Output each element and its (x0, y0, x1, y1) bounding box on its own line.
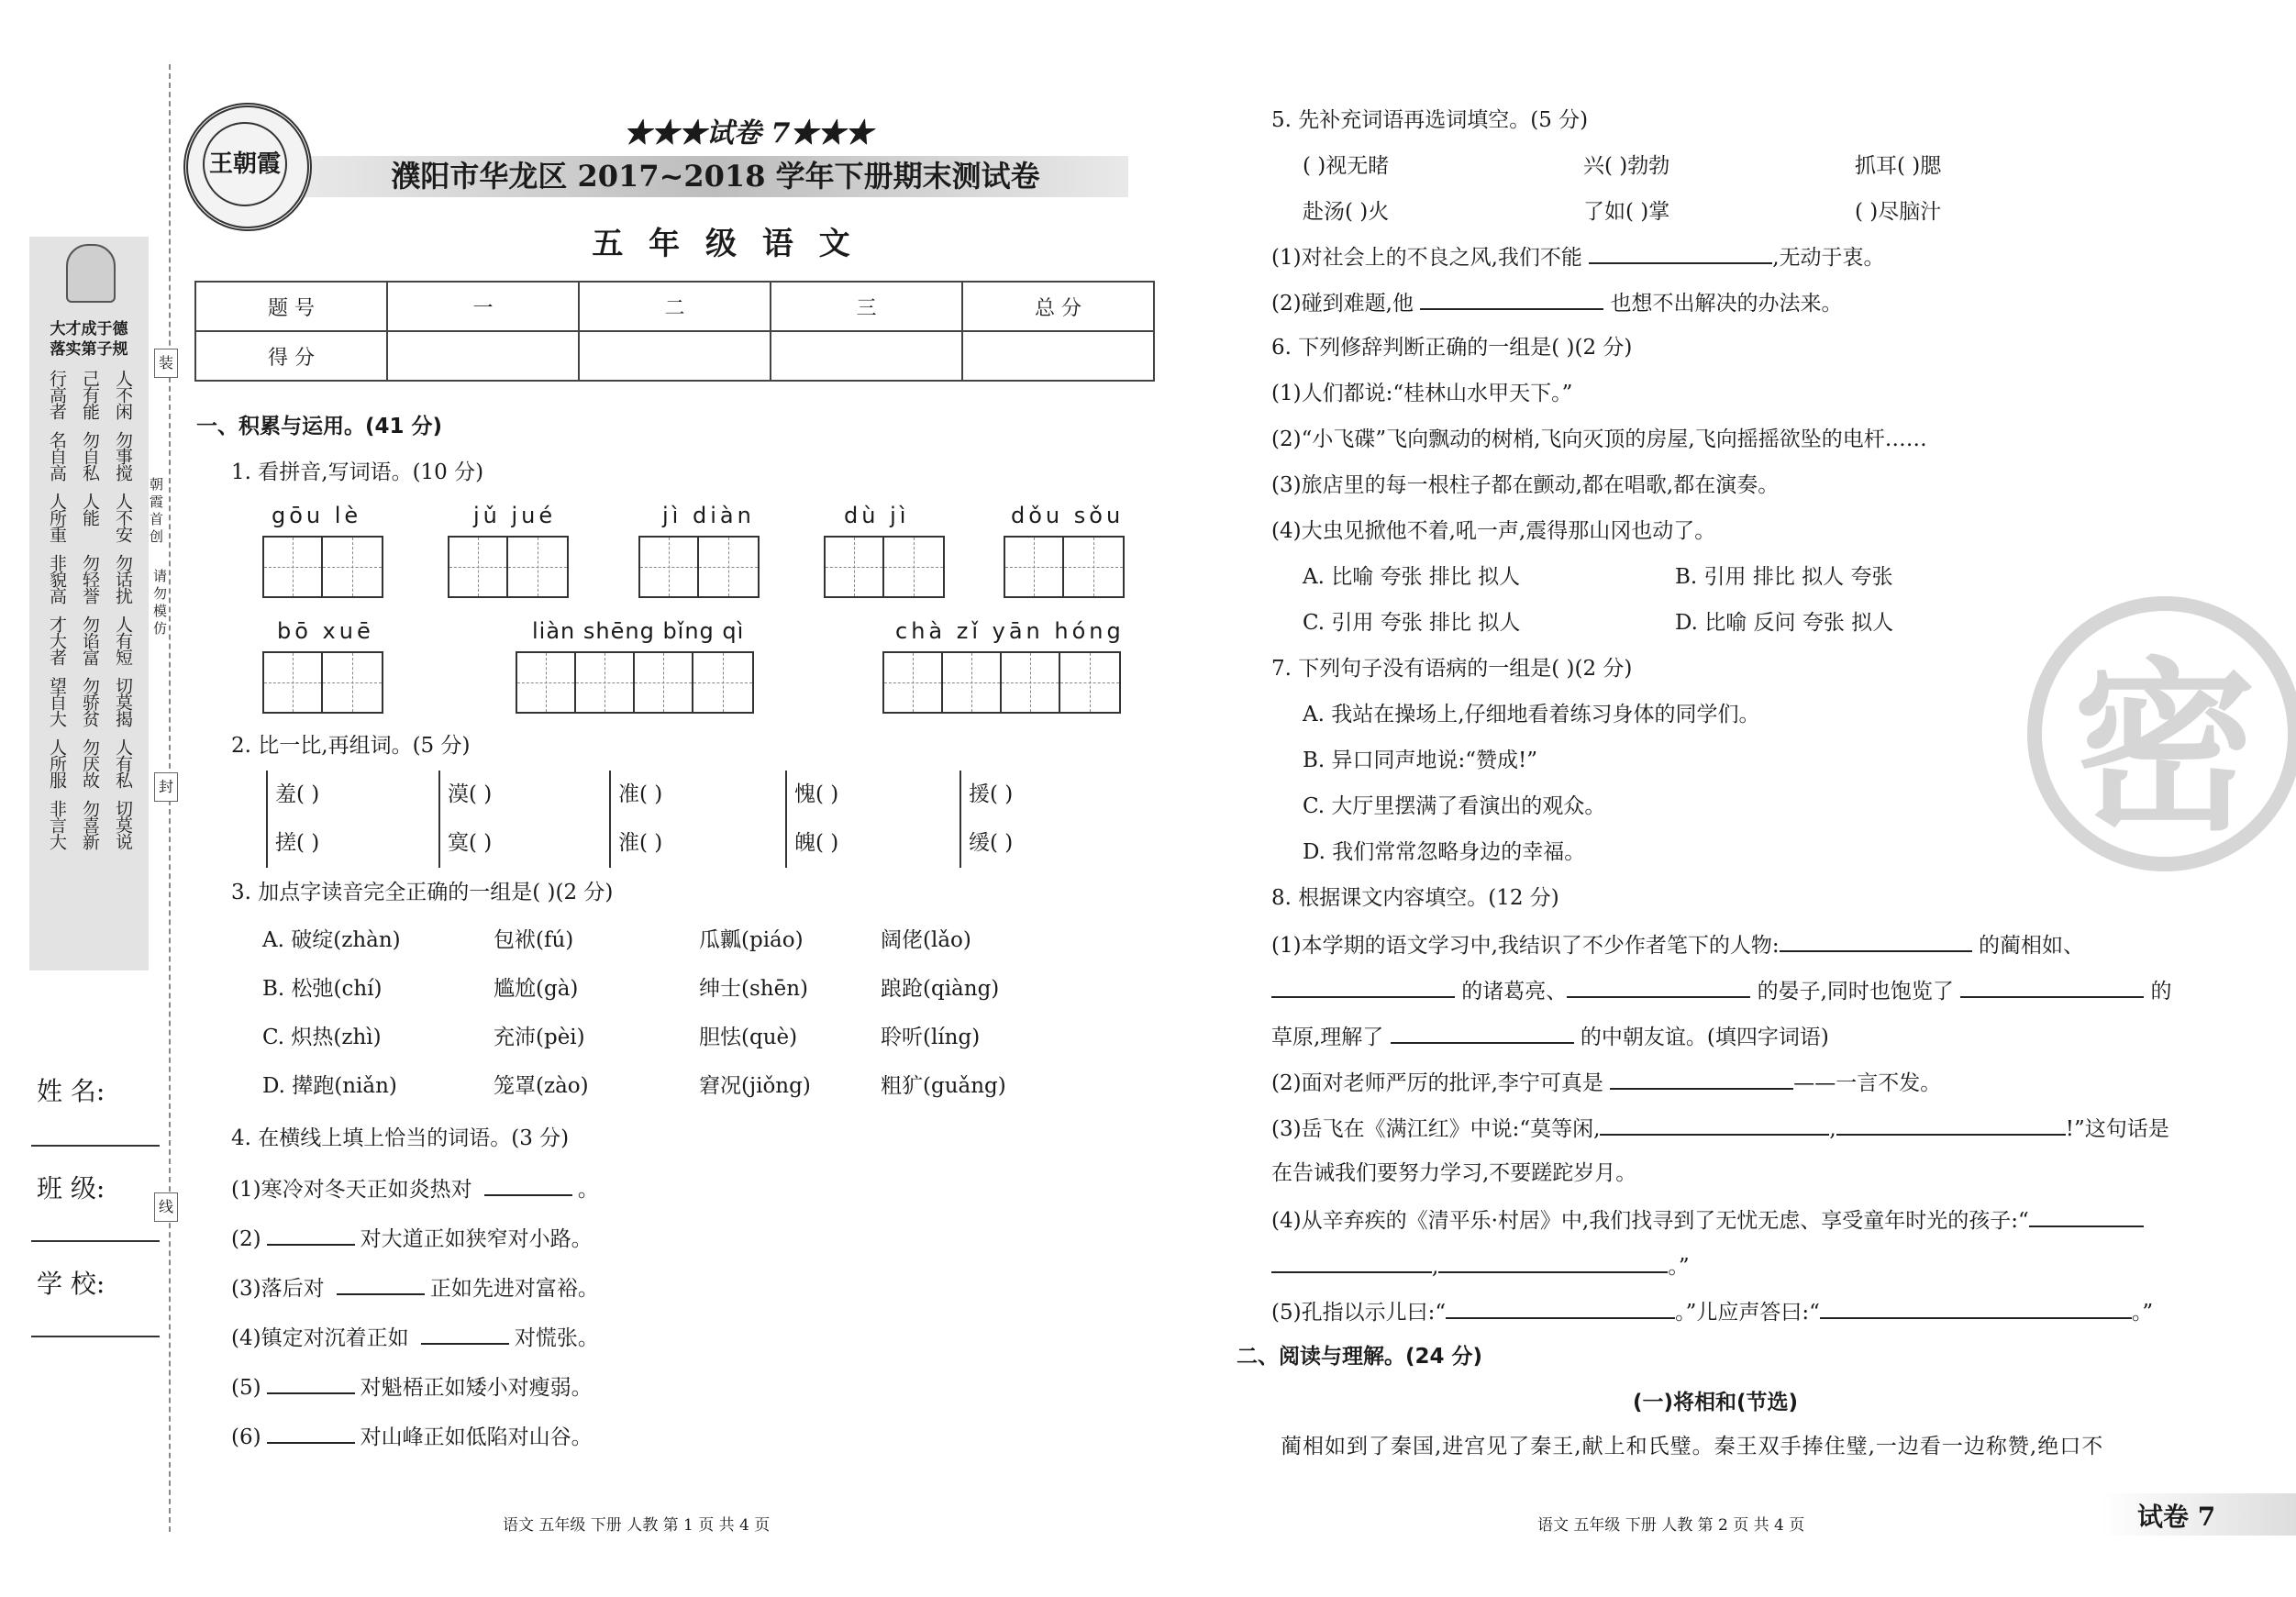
fill-sentence (231, 1273, 599, 1303)
motto-phrase: 非貌高 (47, 554, 67, 604)
option-word: 粗犷(guǎng) (881, 1074, 1006, 1098)
option-word: 胆怯(què) (699, 1026, 798, 1049)
exam-title: 濮阳市华龙区 2017~2018 学年下册期末测试卷 (391, 159, 1040, 194)
statement: (4)大虫见掀他不着,吼一声,震得那山冈也动了。 (1271, 519, 1716, 543)
statement: (2)“小飞碟”飞向飘动的树梢,飞向灭顶的房屋,飞向摇摇欲坠的电杆…… (1271, 427, 1927, 451)
motto-phrase: 己有能 (80, 370, 100, 419)
statement: (1)人们都说:“桂林山水甲天下。” (1271, 382, 1573, 405)
class-label: 班 级: (37, 1173, 105, 1203)
fill-sentence: (4)从辛弃疾的《清平乐·村居》中,我们找寻到了无忧无虑、享受童年时光的孩子:“ (1271, 1205, 2144, 1235)
score-cell: 一 (387, 282, 579, 331)
confidential-seal: 密 (2027, 596, 2296, 871)
option-a[interactable]: A. 我站在操场上,仔细地看着练习身体的同学们。 (1303, 703, 1760, 726)
question-6: 6. 下列修辞判断正确的一组是( )(2 分) (1271, 336, 1633, 360)
writing-grid[interactable] (824, 536, 945, 598)
compare-pair (609, 771, 662, 868)
answer-blank[interactable] (267, 1372, 355, 1394)
sentence-text: (6) (231, 1425, 261, 1449)
motto-phrase: 才大者 (47, 616, 67, 665)
fill-sentence: 草原,理解了 的中朝友谊。(填四字词语) (1271, 1022, 1829, 1051)
section-1-heading: 一、积累与运用。(41 分) (196, 415, 443, 438)
option-word: 瓜瓤(piáo) (699, 928, 804, 952)
answer-blank[interactable] (337, 1273, 425, 1295)
fill-sentence (231, 1174, 599, 1203)
motto-phrase: 勿喜新 (80, 800, 100, 849)
writing-grid[interactable] (516, 651, 754, 714)
sentence-text: 正如先进对富裕。 (429, 1277, 599, 1301)
motto-phrase: 勿谄富 (80, 616, 100, 665)
score-cell: 二 (579, 282, 771, 331)
motto-phrase: 人有短 (113, 616, 133, 665)
question-1: 1. 看拼音,写词语。(10 分) (231, 460, 484, 484)
answer-blank[interactable] (1820, 1297, 2132, 1319)
answer-blank[interactable] (421, 1323, 509, 1345)
name-field[interactable] (31, 1145, 160, 1147)
page-footer-left: 语文 五年级 下册 人教 第 1 页 共 4 页 (503, 1516, 771, 1535)
motto-phrase: 人所重 (47, 493, 67, 542)
brand-logo: 王朝霞 (183, 103, 312, 231)
fill-sentence: 在告诫我们要努力学习,不要蹉跎岁月。 (1271, 1161, 1637, 1185)
score-value-row (195, 331, 1154, 381)
motto-title: 大才成于德 落实第子规 (50, 320, 128, 359)
score-cell: 总 分 (962, 282, 1154, 331)
option-choice[interactable]: D. 撵跑(niǎn) (262, 1074, 397, 1098)
motto-phrase: 望自大 (47, 677, 67, 726)
fill-sentence: (1)本学期的语文学习中,我结识了不少作者笔下的人物: 的蔺相如、 (1271, 930, 2084, 959)
sentence-text: 对魁梧正如矮小对瘦弱。 (360, 1376, 593, 1400)
option-b[interactable]: B. 异口同声地说:“赞成!” (1303, 749, 1538, 772)
answer-blank[interactable] (1836, 1114, 2066, 1136)
question-8: 8. 根据课文内容填空。(12 分) (1271, 886, 1559, 910)
motto-phrase: 勿事搅 (113, 431, 133, 481)
compare-pair (266, 771, 319, 868)
option-c[interactable]: C. 大厅里摆满了看演出的观众。 (1303, 794, 1606, 818)
idiom-blank[interactable]: 抓耳( )腮 (1855, 154, 1942, 178)
page-footer-right: 语文 五年级 下册 人教 第 2 页 共 4 页 (1537, 1516, 1805, 1535)
writing-grid[interactable] (1004, 536, 1125, 598)
answer-blank[interactable] (1271, 976, 1455, 998)
score-cell: 得 分 (195, 331, 387, 381)
section-2-heading: 二、阅读与理解。(24 分) (1237, 1345, 1483, 1369)
sentence-text: (5) (231, 1376, 261, 1400)
student-illustration (66, 244, 116, 303)
idiom-blank[interactable]: 了如( )掌 (1583, 200, 1670, 224)
compare-pair (785, 771, 838, 868)
idiom-blank[interactable]: ( )视无睹 (1303, 154, 1390, 178)
motto-phrase: 勿话扰 (113, 554, 133, 604)
binding-note-1: 朝霞首创 (148, 477, 164, 547)
motto-phrase: 勿轻誉 (80, 554, 100, 604)
motto-phrase: 人能 (80, 493, 100, 526)
fill-sentence: (2)碰到难题,他 也想不出解决的办法来。 (1271, 288, 1843, 317)
motto-phrase: 切莫说 (113, 800, 133, 849)
question-2: 2. 比一比,再组词。(5 分) (231, 734, 471, 758)
option-a[interactable]: A. 比喻 夸张 排比 拟人 (1303, 565, 1521, 589)
score-input[interactable] (579, 331, 771, 381)
idiom-blank[interactable]: 赴汤( )火 (1303, 200, 1390, 224)
option-word: 尴尬(gà) (494, 977, 579, 1001)
idiom-blank[interactable]: ( )尽脑汁 (1855, 200, 1942, 224)
binding-note-2: 请勿模仿 (151, 569, 168, 638)
fill-sentence (231, 1323, 599, 1352)
score-input[interactable] (962, 331, 1154, 381)
pinyin: jì diàn (662, 503, 755, 528)
option-d[interactable]: D. 我们常常忽略身边的幸福。 (1303, 840, 1586, 864)
pinyin: dù jì (844, 503, 910, 528)
fill-sentence (231, 1422, 593, 1451)
option-word: 聆听(líng) (881, 1026, 981, 1049)
answer-blank[interactable] (1438, 1251, 1668, 1273)
motto-phrase: 非言大 (47, 800, 67, 849)
answer-blank[interactable] (1567, 976, 1750, 998)
answer-blank[interactable] (1960, 976, 2144, 998)
sentence-text: 。 (577, 1178, 599, 1202)
reading-title: (一)将相和(节选) (1632, 1391, 1799, 1414)
writing-grid[interactable] (262, 536, 383, 598)
fill-sentence (231, 1224, 593, 1253)
exam-corner-label: 试卷 7 (2101, 1493, 2296, 1536)
writing-grid[interactable] (638, 536, 760, 598)
score-cell: 题 号 (195, 282, 387, 331)
answer-blank[interactable] (1600, 1114, 1829, 1136)
answer-blank[interactable] (1391, 1022, 1574, 1044)
compare-item[interactable]: 羞( ) (275, 782, 320, 806)
option-b[interactable]: B. 引用 排比 拟人 夸张 (1675, 565, 1893, 589)
score-header-row (195, 282, 1154, 331)
writing-grid[interactable] (262, 651, 383, 714)
pinyin: gōu lè (272, 503, 362, 528)
motto-phrase: 勿厌故 (80, 738, 100, 788)
compare-item[interactable]: 搓( ) (275, 831, 320, 855)
fill-sentence (231, 1372, 593, 1402)
motto-phrase: 行高者 (47, 370, 67, 419)
binding-mark-xian: 线 (154, 1192, 178, 1222)
sentence-text: (1)寒冷对冬天正如炎热对 (231, 1178, 479, 1202)
compare-pair (959, 771, 1013, 868)
answer-blank[interactable] (1589, 242, 1772, 264)
fill-sentence: (1)对社会上的不良之风,我们不能 ,无动于衷。 (1271, 242, 1885, 272)
option-c[interactable]: C. 引用 夸张 排比 拟人 (1303, 611, 1521, 635)
score-cell: 三 (771, 282, 962, 331)
writing-grid[interactable] (448, 536, 569, 598)
answer-blank[interactable] (1420, 288, 1603, 310)
fill-sentence: 的诸葛亮、 的晏子,同时也饱览了 的 (1271, 976, 2172, 1005)
sentence-text: 对慌张。 (514, 1326, 599, 1350)
motto-phrase: 勿骄贫 (80, 677, 100, 726)
sentence-text: (2) (231, 1227, 261, 1251)
answer-blank[interactable] (484, 1174, 572, 1196)
sentence-text: (4)镇定对沉着正如 (231, 1326, 416, 1350)
answer-blank[interactable] (267, 1224, 355, 1246)
score-input[interactable] (771, 331, 962, 381)
motto-sidebar (29, 237, 149, 970)
writing-grid[interactable] (882, 651, 1121, 714)
class-field[interactable] (31, 1240, 160, 1242)
question-7: 7. 下列句子没有语病的一组是( )(2 分) (1271, 657, 1633, 681)
pinyin: chà zǐ yān hóng (895, 618, 1125, 644)
statement: (3)旅店里的每一根柱子都在颤动,都在唱歌,都在演奏。 (1271, 473, 1780, 497)
compare-item[interactable]: 漠( ) (448, 782, 493, 806)
option-word: 笼罩(zào) (494, 1074, 589, 1098)
sentence-text: 对山峰正如低陷对山谷。 (360, 1425, 593, 1449)
fill-sentence: (5)孔指以示儿曰:“ 。”儿应声答曰:“ 。” (1271, 1297, 2153, 1326)
school-label: 学 校: (37, 1269, 105, 1299)
reading-paragraph: 蔺相如到了秦国,进宫见了秦王,献上和氏璧。秦王双手捧住璧,一边看一边称赞,绝口不 (1281, 1435, 2104, 1458)
option-word: 阔佬(lǎo) (881, 928, 971, 952)
sentence-text: 对大道正如狭窄对小路。 (360, 1227, 593, 1251)
question-4: 4. 在横线上填上恰当的词语。(3 分) (231, 1126, 570, 1150)
motto-phrase: 勿自私 (80, 431, 100, 481)
answer-blank[interactable] (1610, 1068, 1793, 1090)
exam-number: ★★★试卷 7★★★ (624, 117, 873, 150)
fill-sentence: (3)岳飞在《满江红》中说:“莫等闲, , !”这句话是 (1271, 1114, 2169, 1143)
motto-columns (40, 370, 139, 849)
option-word: 窘况(jiǒng) (699, 1074, 811, 1098)
pinyin: liàn shēng bǐng qì (532, 618, 745, 644)
fill-sentence: , 。” (1271, 1251, 1690, 1281)
answer-blank[interactable] (2029, 1205, 2144, 1227)
motto-phrase: 人有私 (113, 738, 133, 788)
fill-sentence: (2)面对老师严厉的批评,李宁可真是 ——一言不发。 (1271, 1068, 1941, 1097)
option-word: 绅士(shēn) (699, 977, 808, 1001)
option-word: 踉跄(qiàng) (881, 977, 1000, 1001)
motto-phrase: 人不闲 (113, 370, 133, 419)
option-word: 充沛(pèi) (494, 1026, 585, 1049)
motto-phrase: 切莫揭 (113, 677, 133, 726)
motto-phrase: 人不安 (113, 493, 133, 542)
binding-mark-feng: 封 (154, 772, 178, 802)
motto-phrase: 人所服 (47, 738, 67, 788)
motto-phrase: 名自高 (47, 431, 67, 481)
option-choice[interactable]: C. 炽热(zhì) (262, 1026, 382, 1049)
option-choice[interactable]: A. 破绽(zhàn) (262, 928, 401, 952)
binding-mark-zhuang: 装 (154, 349, 178, 378)
school-field[interactable] (31, 1336, 160, 1337)
option-word: 包袱(fú) (494, 928, 574, 952)
compare-item[interactable]: 援( ) (969, 782, 1014, 806)
score-table (194, 281, 1155, 382)
compare-item[interactable]: 寞( ) (448, 831, 493, 855)
idiom-blank[interactable]: 兴( )勃勃 (1583, 154, 1670, 178)
subject-title: 五 年 级 语 文 (592, 226, 858, 262)
pinyin: jǔ jué (473, 503, 557, 528)
answer-blank[interactable] (1446, 1297, 1675, 1319)
compare-item[interactable]: 魄( ) (794, 831, 839, 855)
compare-item[interactable]: 淮( ) (618, 831, 663, 855)
compare-item[interactable]: 缓( ) (969, 831, 1014, 855)
option-choice[interactable]: B. 松弛(chí) (262, 977, 383, 1001)
compare-pair (438, 771, 492, 868)
answer-blank[interactable] (267, 1422, 355, 1444)
answer-blank[interactable] (1271, 1251, 1432, 1273)
compare-item[interactable]: 愧( ) (794, 782, 839, 806)
score-input[interactable] (387, 331, 579, 381)
answer-blank[interactable] (1780, 930, 1972, 952)
question-3: 3. 加点字读音完全正确的一组是( )(2 分) (231, 881, 614, 904)
pinyin: bō xuē (277, 618, 374, 644)
name-label: 姓 名: (37, 1076, 105, 1106)
option-d[interactable]: D. 比喻 反问 夸张 拟人 (1675, 611, 1894, 635)
question-5: 5. 先补充词语再选词填空。(5 分) (1271, 108, 1589, 132)
sentence-text: (3)落后对 (231, 1277, 331, 1301)
pinyin: dǒu sǒu (1011, 503, 1125, 528)
compare-item[interactable]: 准( ) (618, 782, 663, 806)
